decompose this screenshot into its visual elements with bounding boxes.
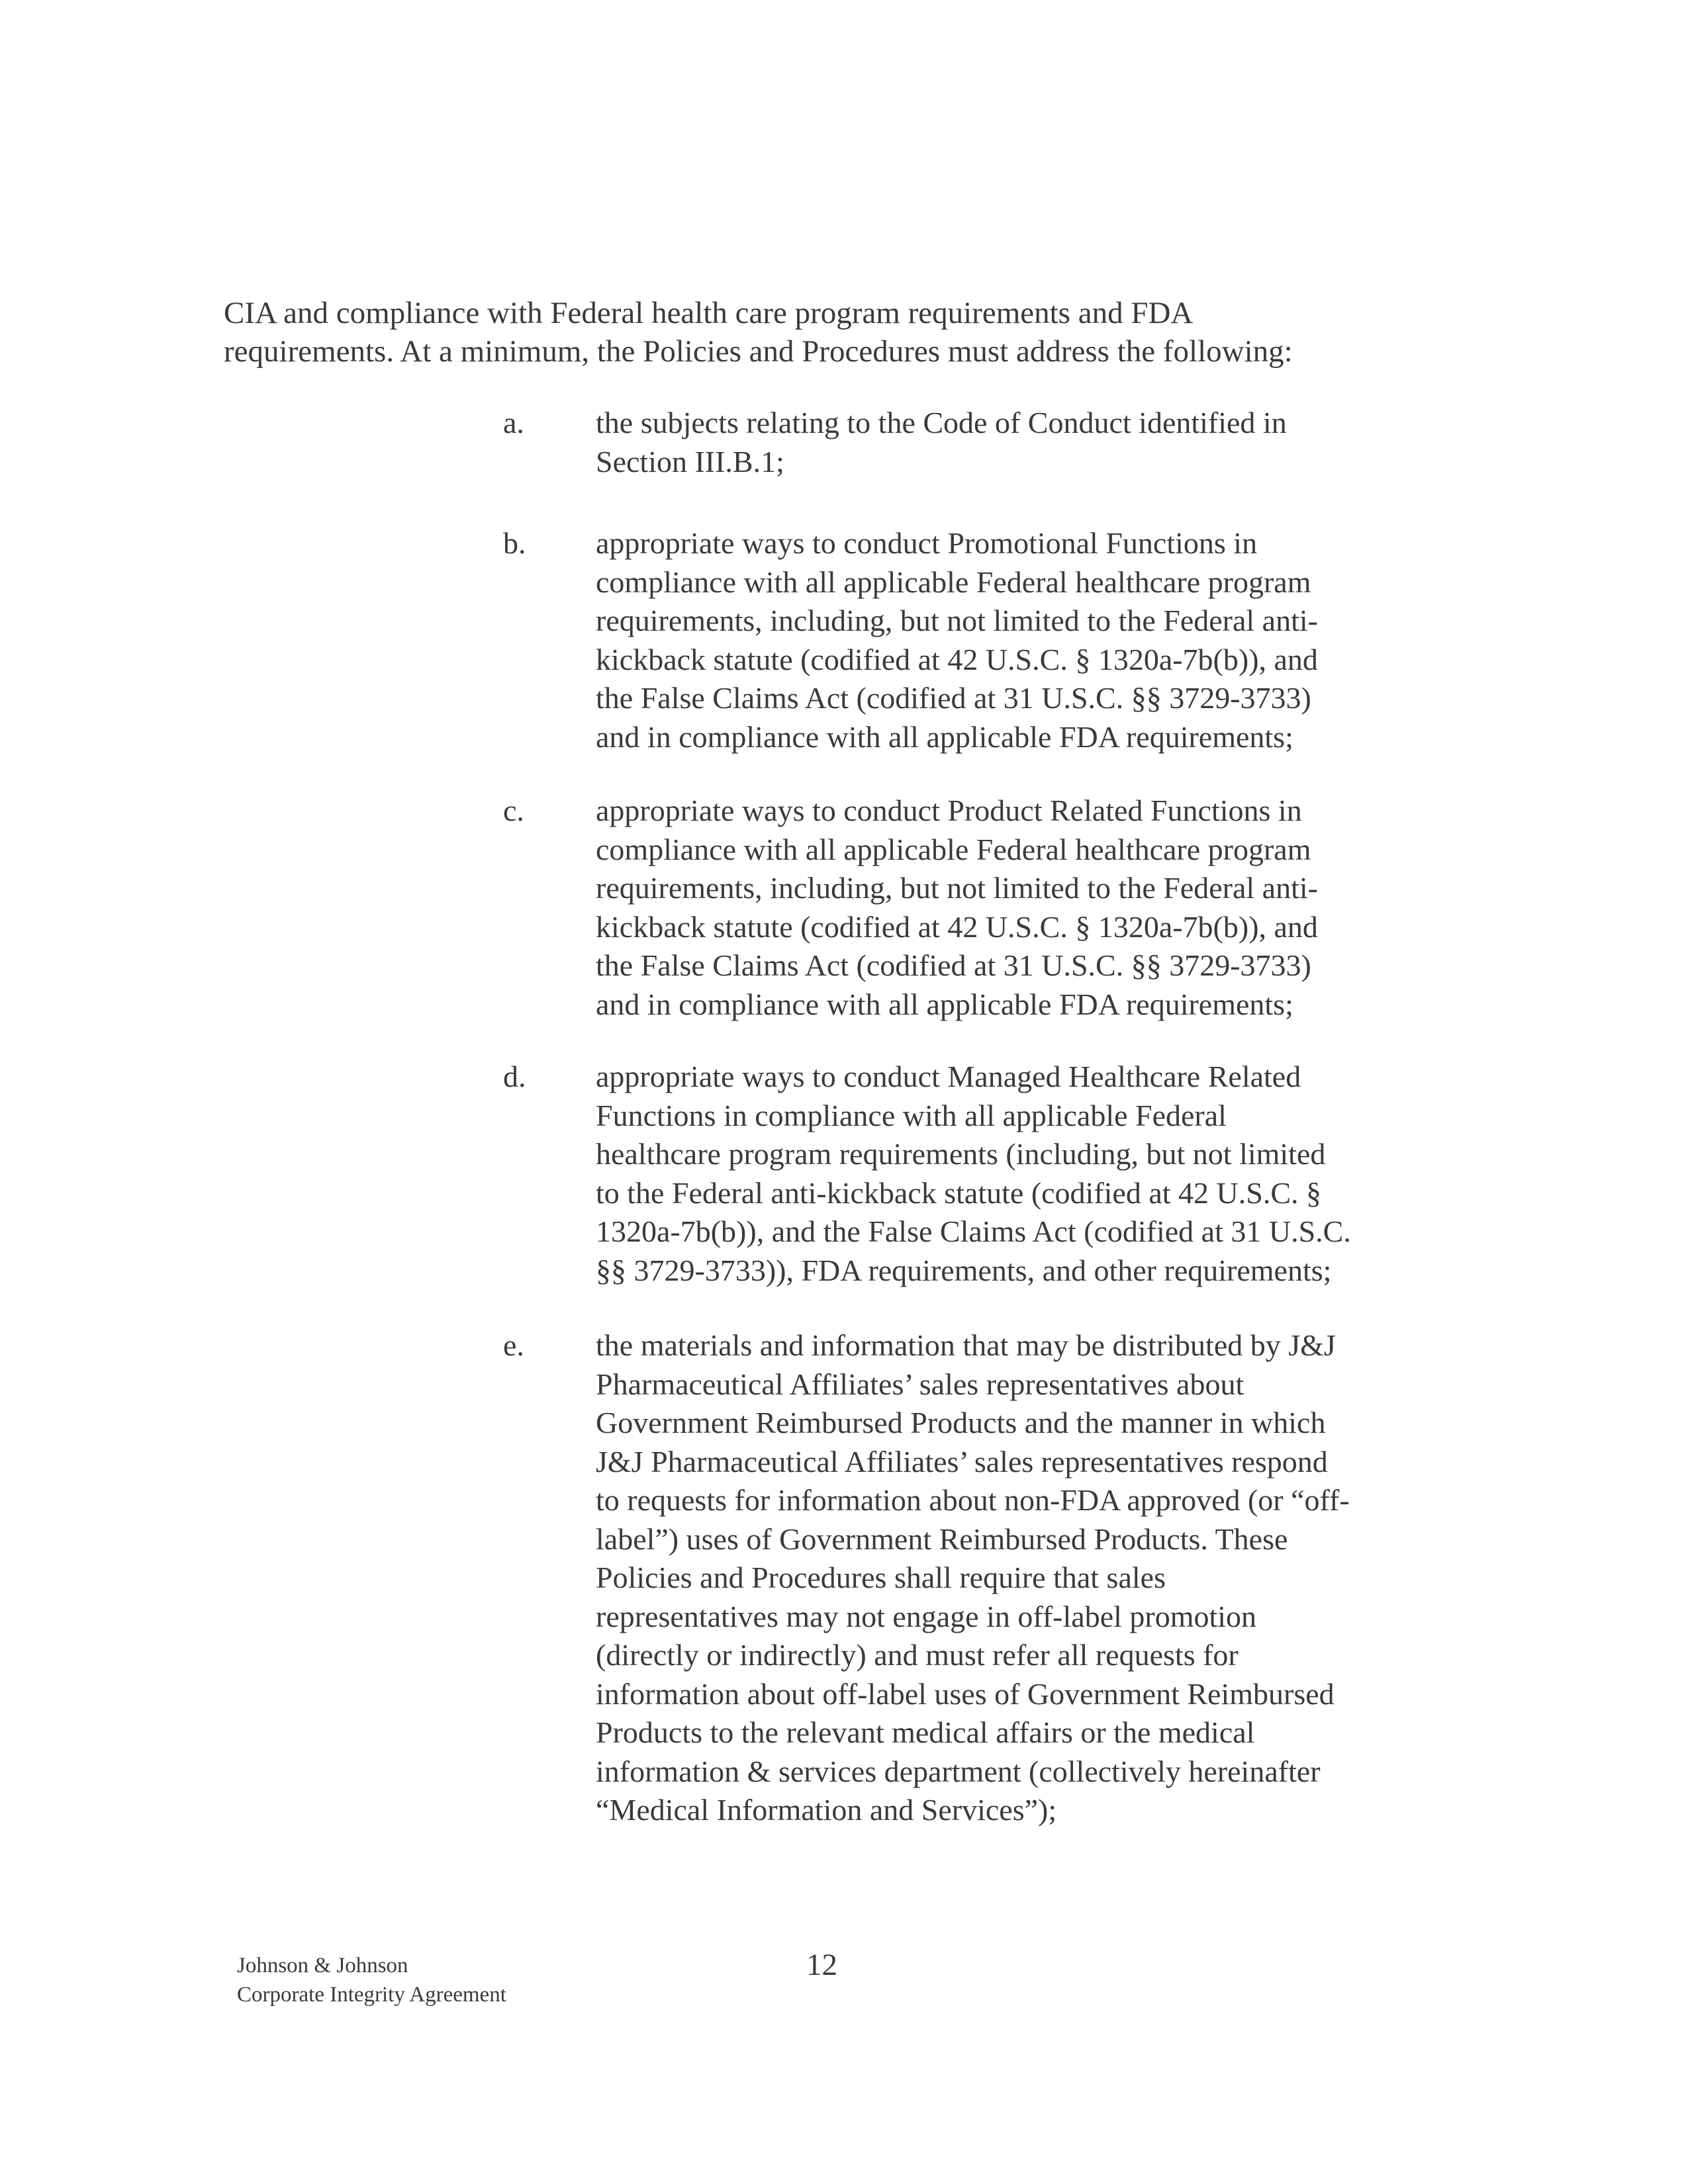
item-line: requirements, including, but not limited to the Federal anti- — [596, 871, 1318, 905]
item-line: Pharmaceutical Affiliates’ sales representatives about — [596, 1367, 1244, 1401]
item-letter: d. — [503, 1060, 526, 1093]
item-line: §§ 3729-3733)), FDA requirements, and other requirements; — [596, 1253, 1332, 1287]
item-line: label”) uses of Government Reimbursed Products. These — [596, 1522, 1288, 1556]
item-line: information & services department (collectively hereinafter — [596, 1754, 1321, 1788]
item-line: kickback statute (codified at 42 U.S.C. § 1320a-7b(b)), and — [596, 642, 1318, 676]
item-line: appropriate ways to conduct Product Related Functions in — [596, 794, 1302, 827]
item-line: compliance with all applicable Federal healthcare program — [596, 832, 1311, 866]
footer-document-title — [237, 1951, 506, 2009]
intro-line: requirements. At a minimum, the Policies and Procedures must address the following: — [224, 334, 1293, 369]
item-line: “Medical Information and Services”); — [596, 1793, 1057, 1827]
item-line: Products to the relevant medical affairs or the medical — [596, 1715, 1255, 1749]
item-line: Policies and Procedures shall require that sales — [596, 1561, 1166, 1594]
item-line: 1320a-7b(b)), and the False Claims Act (codified at 31 U.S.C. — [596, 1214, 1351, 1248]
intro-paragraph — [224, 294, 1435, 371]
item-line: the materials and information that may be distributed by J&J — [596, 1328, 1336, 1362]
item-letter: b. — [503, 526, 526, 560]
item-line: healthcare program requirements (including, but not limited — [596, 1137, 1326, 1171]
item-letter: c. — [503, 794, 524, 827]
page-number: 12 — [806, 1948, 837, 1982]
item-line: information about off-label uses of Government Reimbursed — [596, 1676, 1335, 1711]
item-line: to requests for information about non-FDA approved (or “off- — [596, 1483, 1350, 1517]
item-line: kickback statute (codified at 42 U.S.C. § 1320a-7b(b)), and — [596, 909, 1318, 944]
footer-agreement-name: Corporate Integrity Agreement — [237, 1983, 506, 2007]
item-text — [596, 404, 1476, 481]
item-line: and in compliance with all applicable FDA requirements; — [596, 987, 1293, 1021]
item-letter: e. — [503, 1328, 524, 1362]
item-text — [596, 1058, 1476, 1290]
item-line: representatives may not engage in off-label promotion — [596, 1599, 1257, 1633]
item-line: appropriate ways to conduct Promotional Functions in — [596, 526, 1258, 560]
item-line: the False Claims Act (codified at 31 U.S.C. §§ 3729-3733) — [596, 948, 1311, 982]
item-text — [596, 792, 1476, 1024]
item-line: Government Reimbursed Products and the manner in which — [596, 1406, 1326, 1439]
item-line: Functions in compliance with all applicable Federal — [596, 1098, 1227, 1132]
footer-company: Johnson & Johnson — [237, 1954, 408, 1978]
intro-line: CIA and compliance with Federal health care program requirements and FDA — [224, 296, 1194, 330]
item-line: Section III.B.1; — [596, 444, 784, 478]
item-text — [596, 1326, 1476, 1830]
item-line: requirements, including, but not limited to the Federal anti- — [596, 604, 1318, 637]
item-line: the subjects relating to the Code of Conduct identified in — [596, 406, 1287, 439]
item-line: J&J Pharmaceutical Affiliates’ sales representatives respond — [596, 1444, 1328, 1479]
item-text — [596, 524, 1476, 756]
item-line: (directly or indirectly) and must refer all requests for — [596, 1638, 1239, 1672]
item-line: compliance with all applicable Federal healthcare program — [596, 565, 1311, 599]
item-line: the False Claims Act (codified at 31 U.S.C. §§ 3729-3733) — [596, 681, 1311, 715]
item-line: to the Federal anti-kickback statute (codified at 42 U.S.C. § — [596, 1175, 1322, 1210]
item-letter: a. — [503, 406, 524, 439]
item-line: appropriate ways to conduct Managed Healthcare Related — [596, 1060, 1301, 1093]
item-line: and in compliance with all applicable FDA requirements; — [596, 719, 1293, 754]
